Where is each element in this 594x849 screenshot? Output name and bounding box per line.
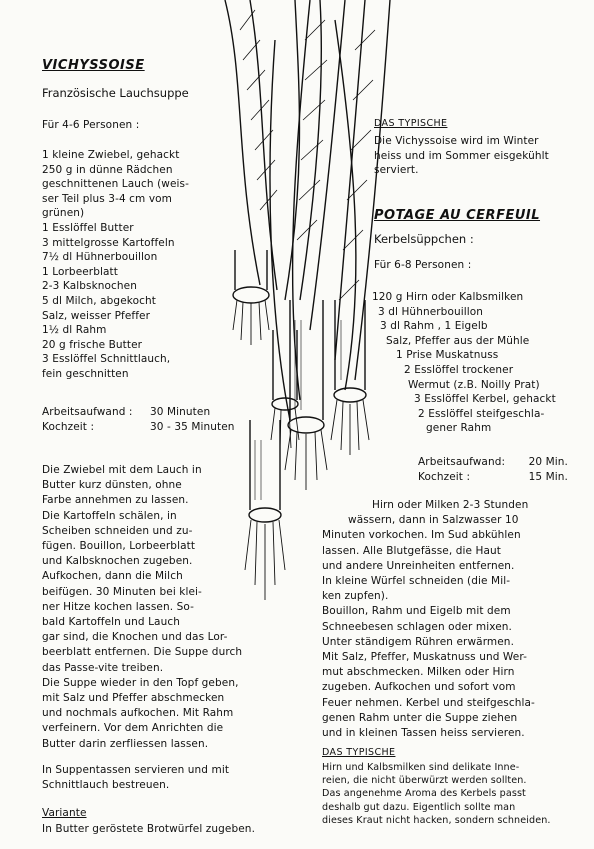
vichyssoise-subtitle: Französische Lauchsuppe [42, 86, 189, 100]
potage-subtitle: Kerbelsüppchen : [374, 232, 474, 246]
potage-ingredient-line: 3 dl Rahm , 1 Eigelb [380, 320, 488, 333]
work-time-value: 30 Minuten [150, 406, 211, 418]
work-time-row [42, 405, 235, 420]
ingredient-line: fein geschnitten [42, 367, 129, 380]
potage-ingredient-line: 120 g Hirn oder Kalbsmilken [372, 291, 524, 303]
typical1-line: serviert. [374, 164, 419, 177]
cook-time-value: 30 - 35 Minuten [150, 420, 235, 433]
ingredient-line: 1 kleine Zwiebel, gehackt [42, 149, 180, 161]
potage-method-line: Mit Salz, Pfeffer, Muskatnuss und Wer- [322, 651, 527, 664]
vichyssoise-serving-note [42, 763, 229, 792]
potage-work-time-label: Arbeitsaufwand: [418, 456, 506, 468]
ingredient-line: 20 g frische Butter [42, 338, 143, 351]
potage-method-line: Feuer nehmen. Kerbel und steifgeschla- [322, 696, 535, 709]
potage-work-time-row [418, 455, 568, 470]
ingredient-line: 5 dl Milch, abgekocht [42, 294, 156, 307]
potage-method-line: Hirn oder Milken 2-3 Stunden [372, 499, 529, 511]
vichyssoise-method [42, 463, 242, 752]
typical2-line: reien, die nicht überwürzt werden sollten. [322, 775, 527, 787]
ingredient-line: 1½ dl Rahm [42, 324, 107, 337]
potage-ingredient-line: 2 Esslöffel trockener [404, 363, 514, 376]
potage-times [418, 455, 568, 484]
potage-cook-time-label: Kochzeit : [418, 470, 471, 483]
method-line: verfeinern. Vor dem Anrichten die [42, 722, 224, 735]
potage-cook-time-value: 15 Min. [528, 470, 568, 483]
potage-cook-time-row [418, 470, 568, 485]
vichyssoise-title: VICHYSSOISE [42, 58, 145, 73]
method-line: beerblatt entfernen. Die Suppe durch [42, 646, 243, 659]
potage-method-line: ken zupfen). [322, 590, 389, 603]
method-line: Butter darin zerfliessen lassen. [42, 737, 209, 750]
method-line: Die Zwiebel mit dem Lauch in [42, 464, 202, 476]
typical1-text [374, 134, 549, 178]
method-line: Aufkochen, dann die Milch [42, 570, 183, 583]
method-line: ner Hitze kochen lassen. So- [42, 600, 194, 613]
potage-method-line: mut abschmecken. Milken oder Hirn [322, 666, 515, 679]
ingredient-line: 7½ dl Hühnerbouillon [42, 251, 158, 264]
potage-method-line: wässern, dann in Salzwasser 10 [348, 514, 519, 527]
method-line: fügen. Bouillon, Lorbeerblatt [42, 540, 196, 553]
ingredient-line: grünen) [42, 207, 85, 220]
method-line: gar sind, die Knochen und das Lor- [42, 631, 228, 644]
cook-time-label: Kochzeit : [42, 420, 95, 433]
potage-method-line: lassen. Alle Blutgefässe, die Haut [322, 544, 502, 557]
potage-method-line: Unter ständigem Rühren erwärmen. [322, 635, 515, 648]
potage-method-line: In kleine Würfel schneiden (die Mil- [322, 575, 511, 588]
ingredient-line: geschnittenen Lauch (weis- [42, 178, 190, 191]
potage-method-line: Bouillon, Rahm und Eigelb mit dem [322, 605, 511, 618]
potage-method-line: und andere Unreinheiten entfernen. [322, 559, 515, 572]
method-line: Butter kurz dünsten, ohne [42, 479, 182, 492]
potage-ingredient-line: 2 Esslöffel steifgeschla- [418, 407, 545, 420]
serve-line: Schnittlauch bestreuen. [42, 778, 170, 791]
ingredient-line: 3 Esslöffel Schnittlauch, [42, 353, 171, 366]
serve-line: In Suppentassen servieren und mit [42, 764, 230, 776]
variant-title: Variante [42, 807, 87, 819]
potage-method-line: zugeben. Aufkochen und sofort vom [322, 681, 516, 694]
potage-work-time-value: 20 Min. [528, 456, 568, 468]
method-line: bald Kartoffeln und Lauch [42, 616, 180, 629]
typical1-line: Die Vichyssoise wird im Winter [374, 135, 539, 147]
potage-method-line: Minuten vorkochen. Im Sud abkühlen [322, 529, 521, 542]
work-time-label: Arbeitsaufwand : [42, 406, 133, 418]
method-line: das Passe-vite treiben. [42, 661, 164, 674]
ingredient-line: 2-3 Kalbsknochen [42, 280, 137, 293]
potage-method-line: Schneebesen schlagen oder mixen. [322, 620, 512, 633]
potage-ingredient-line: 1 Prise Muskatnuss [396, 349, 499, 362]
potage-servings: Für 6-8 Personen : [374, 259, 472, 271]
vichyssoise-servings: Für 4-6 Personen : [42, 119, 140, 131]
vichyssoise-times [42, 405, 235, 434]
ingredient-line: 1 Lorbeerblatt [42, 265, 118, 278]
cook-time-row [42, 420, 235, 435]
method-line: beifügen. 30 Minuten bei klei- [42, 585, 202, 598]
potage-method-line: genen Rahm unter die Suppe ziehen [322, 711, 518, 724]
variant-text: In Butter geröstete Brotwürfel zugeben. [42, 823, 256, 835]
typical2-line: deshalb gut dazu. Eigentlich sollte man [322, 801, 516, 813]
method-line: Die Suppe wieder in den Topf geben, [42, 676, 239, 689]
ingredient-line: Salz, weisser Pfeffer [42, 309, 150, 322]
typical1-line: heiss und im Sommer eisgekühlt [374, 149, 549, 162]
potage-method-line: und in kleinen Tassen heiss servieren. [322, 727, 525, 740]
potage-ingredient-line: 3 Esslöffel Kerbel, gehackt [414, 393, 556, 406]
typical2-title: DAS TYPISCHE [322, 747, 396, 758]
ingredient-line: 3 mittelgrosse Kartoffeln [42, 236, 175, 249]
method-line: und nochmals aufkochen. Mit Rahm [42, 707, 234, 720]
potage-ingredient-line: gener Rahm [426, 422, 492, 435]
method-line: Die Kartoffeln schälen, in [42, 509, 177, 522]
potage-ingredient-line: Wermut (z.B. Noilly Prat) [408, 378, 540, 391]
potage-title: POTAGE AU CERFEUIL [374, 208, 541, 223]
potage-ingredient-line: 3 dl Hühnerbouillon [378, 305, 484, 318]
ingredient-line: 250 g in dünne Rädchen [42, 163, 173, 176]
vichyssoise-ingredients [42, 148, 189, 382]
typical1-title: DAS TYPISCHE [374, 118, 448, 129]
method-line: mit Salz und Pfeffer abschmecken [42, 692, 225, 705]
typical2-line: dieses Kraut nicht hacken, sondern schneiden. [322, 814, 551, 826]
ingredient-line: 1 Esslöffel Butter [42, 221, 134, 234]
typical2-text [322, 761, 551, 827]
method-line: und Kalbsknochen zugeben. [42, 555, 193, 568]
potage-ingredients [372, 290, 556, 436]
typical2-line: Das angenehme Aroma des Kerbels passt [322, 788, 526, 800]
method-line: Scheiben schneiden und zu- [42, 524, 193, 537]
method-line: Farbe annehmen zu lassen. [42, 494, 189, 507]
typical2-line: Hirn und Kalbsmilken sind delikate Inne- [322, 762, 520, 773]
ingredient-line: ser Teil plus 3-4 cm vom [42, 192, 172, 205]
potage-method [322, 498, 535, 741]
potage-ingredient-line: Salz, Pfeffer aus der Mühle [386, 334, 530, 347]
